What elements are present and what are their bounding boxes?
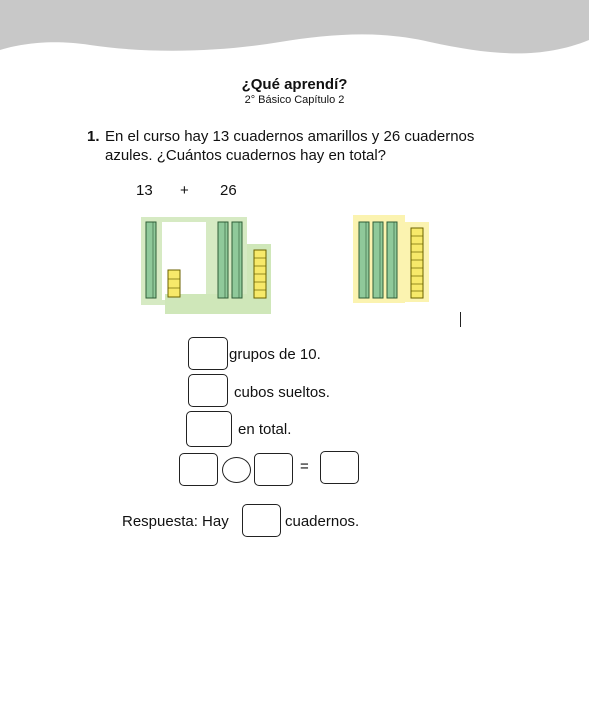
addend-a: 13 bbox=[136, 182, 153, 199]
plus-sign: + bbox=[180, 182, 189, 199]
operator-circle[interactable] bbox=[222, 457, 251, 483]
ten-rod bbox=[359, 222, 369, 298]
total-label: en total. bbox=[238, 421, 292, 438]
unit-cubes-nine bbox=[411, 228, 423, 298]
equals-sign: = bbox=[300, 458, 309, 475]
question-number: 1. bbox=[87, 128, 100, 145]
equation-first-box[interactable] bbox=[179, 453, 218, 486]
ten-rod bbox=[373, 222, 383, 298]
ten-rod bbox=[218, 222, 228, 298]
total-answer-box[interactable] bbox=[186, 411, 232, 447]
unit-cubes-three bbox=[168, 270, 180, 297]
groups-answer-box[interactable] bbox=[188, 337, 228, 370]
answer-suffix: cuadernos. bbox=[285, 513, 360, 530]
ten-rod bbox=[387, 222, 397, 298]
question-text: En el curso hay 13 cuadernos amarillos y 26 cuadernos azules. ¿Cuántos cuadernos hay en total? bbox=[105, 128, 475, 164]
left-blocks-panel bbox=[141, 217, 271, 314]
loose-label: cubos sueltos. bbox=[234, 384, 330, 401]
page-subtitle: 2° Básico Capítulo 2 bbox=[244, 94, 345, 106]
loose-answer-box[interactable] bbox=[188, 374, 228, 407]
addend-b: 26 bbox=[220, 182, 237, 199]
answer-box[interactable] bbox=[242, 504, 281, 537]
equation-second-box[interactable] bbox=[254, 453, 293, 486]
equation-result-box[interactable] bbox=[320, 451, 359, 484]
text-cursor bbox=[460, 312, 461, 327]
ten-rod bbox=[146, 222, 156, 298]
unit-cubes-six bbox=[254, 250, 266, 298]
page-title: ¿Qué aprendí? bbox=[241, 76, 348, 93]
ten-rod bbox=[232, 222, 242, 298]
answer-prefix: Respuesta: Hay bbox=[122, 513, 229, 530]
groups-label: grupos de 10. bbox=[229, 346, 321, 363]
